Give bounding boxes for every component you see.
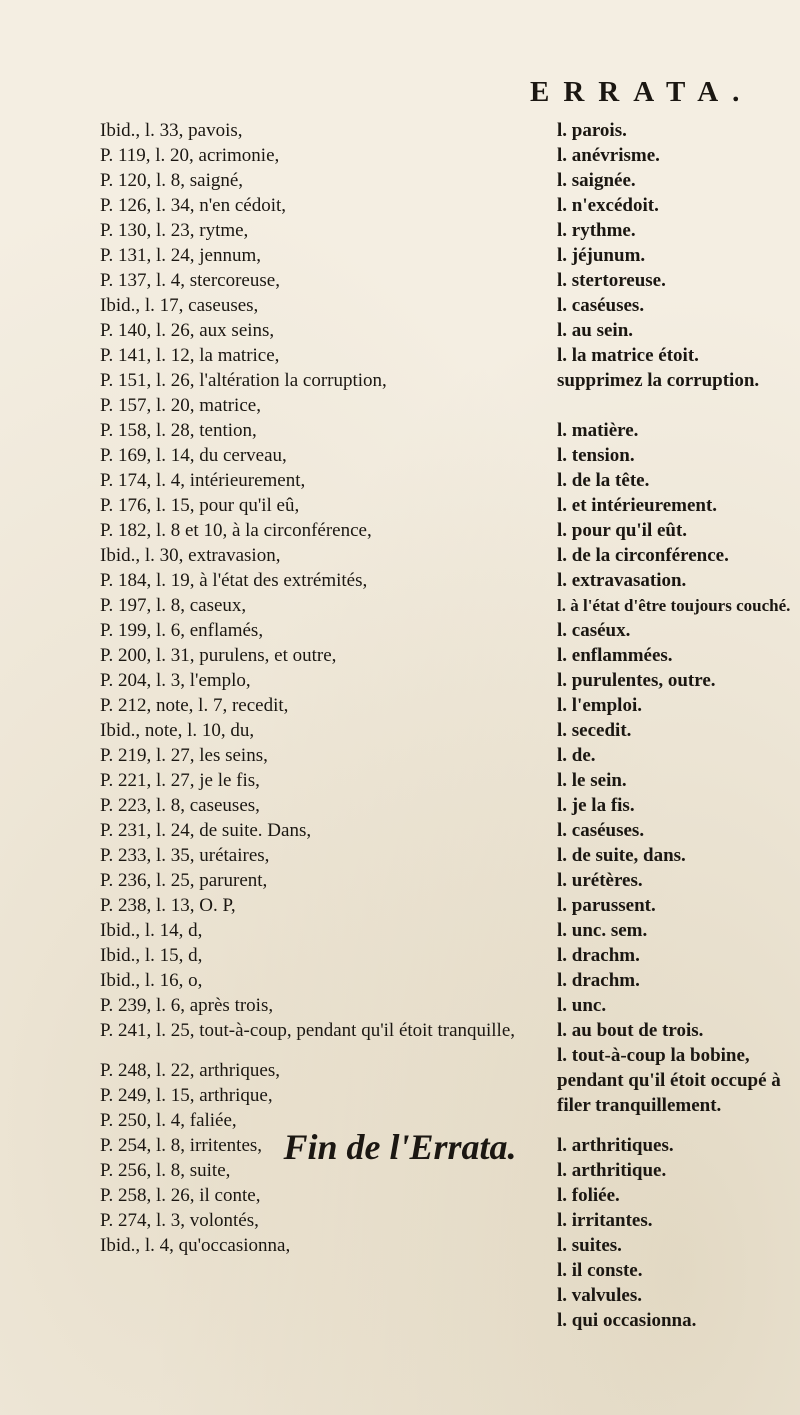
erratum-correction: l. unc. <box>557 995 607 1016</box>
erratum-correction: l. drachm. <box>557 945 640 966</box>
erratum-error: Ibid., l. 15, d, <box>100 945 203 966</box>
erratum-error: P. 197, l. 8, caseux, <box>100 595 247 616</box>
erratum-error: Ibid., l. 33, pavois, <box>100 120 243 141</box>
erratum-correction: l. stertoreuse. <box>557 270 666 291</box>
erratum-correction: l. irritantes. <box>557 1210 653 1231</box>
erratum-error: P. 199, l. 6, enflamés, <box>100 620 264 641</box>
erratum-correction: l. anévrisme. <box>557 145 660 166</box>
erratum-error: P. 130, l. 23, rytme, <box>100 220 249 241</box>
erratum-error: P. 219, l. 27, les seins, <box>100 745 268 766</box>
erratum-correction: l. saignée. <box>557 170 636 191</box>
erratum-correction: l. enflammées. <box>557 645 673 666</box>
erratum-correction: l. tout-à-coup la bobine, pendant qu'il étoit occupé à filer tranquillement. <box>557 1045 781 1116</box>
erratum-correction: l. rythme. <box>557 220 636 241</box>
erratum-correction: l. arthritiques. <box>557 1135 674 1156</box>
erratum-error: P. 204, l. 3, l'emplo, <box>100 670 251 691</box>
erratum-correction: l. pour qu'il eût. <box>557 520 688 541</box>
erratum-error: P. 258, l. 26, il conte, <box>100 1185 261 1206</box>
erratum-error: P. 182, l. 8 et 10, à la circonférence, <box>100 520 372 541</box>
erratum-correction: l. au bout de trois. <box>557 1020 704 1041</box>
erratum-correction: l. tension. <box>557 445 635 466</box>
erratum-error: P. 221, l. 27, je le fis, <box>100 770 260 791</box>
erratum-error: P. 231, l. 24, de suite. Dans, <box>100 820 312 841</box>
erratum-correction: l. je la fis. <box>557 795 635 816</box>
erratum-correction: l. parussent. <box>557 895 656 916</box>
erratum-correction: l. et intérieurement. <box>557 495 718 516</box>
erratum-correction: l. au sein. <box>557 320 634 341</box>
erratum-correction: l. secedit. <box>557 720 632 741</box>
erratum-correction: l. unc. sem. <box>557 920 648 941</box>
erratum-correction: l. arthritique. <box>557 1160 667 1181</box>
erratum-correction: l. qui occasionna. <box>557 1310 697 1331</box>
spacer <box>100 1043 532 1058</box>
erratum-error: P. 141, l. 12, la matrice, <box>100 345 280 366</box>
erratum-error: P. 174, l. 4, intérieurement, <box>100 470 306 491</box>
erratum-correction: l. matière. <box>557 420 639 441</box>
erratum-error: Ibid., l. 4, qu'occasionna, <box>100 1235 291 1256</box>
erratum-error: P. 236, l. 25, parurent, <box>100 870 268 891</box>
erratum-error: P. 248, l. 22, arthriques, <box>100 1060 280 1081</box>
erratum-error: P. 238, l. 13, O. P, <box>100 895 236 916</box>
erratum-correction: l. l'emploi. <box>557 695 642 716</box>
erratum-error: Ibid., l. 14, d, <box>100 920 203 941</box>
erratum-error: P. 212, note, l. 7, recedit, <box>100 695 289 716</box>
erratum-correction: supprimez la corruption. <box>557 370 760 391</box>
erratum-correction: l. caséuses. <box>557 820 645 841</box>
erratum-error: P. 254, l. 8, irritentes, <box>100 1135 263 1156</box>
erratum-correction: l. jéjunum. <box>557 245 646 266</box>
erratum-error: Ibid., l. 16, o, <box>100 970 203 991</box>
erratum-error: P. 119, l. 20, acrimonie, <box>100 145 280 166</box>
end-of-errata: Fin de l'Errata. <box>283 1127 517 1167</box>
erratum-correction: l. suites. <box>557 1235 622 1256</box>
erratum-correction: l. n'excédoit. <box>557 195 659 216</box>
erratum-error: P. 223, l. 8, caseuses, <box>100 795 260 816</box>
erratum-error: P. 120, l. 8, saigné, <box>100 170 244 191</box>
erratum-error: P. 233, l. 35, urétaires, <box>100 845 270 866</box>
errata-left-column <box>100 118 532 1258</box>
erratum-correction: l. de. <box>557 745 596 766</box>
erratum-correction: l. drachm. <box>557 970 640 991</box>
erratum-error: P. 131, l. 24, jennum, <box>100 245 261 266</box>
erratum-error: Ibid., l. 17, caseuses, <box>100 295 259 316</box>
erratum-correction: l. parois. <box>557 120 627 141</box>
erratum-error: Ibid., l. 30, extravasion, <box>100 545 281 566</box>
erratum-error: P. 256, l. 8, suite, <box>100 1160 231 1181</box>
erratum-error: P. 151, l. 26, l'altération la corruption, <box>100 370 387 391</box>
erratum-correction: l. il conste. <box>557 1260 643 1281</box>
erratum-correction: l. à l'état d'être toujours couché. <box>557 596 791 615</box>
erratum-error: P. 241, l. 25, tout-à-coup, pendant qu'il étoit tranquille, <box>100 1020 516 1041</box>
erratum-error: P. 169, l. 14, du cerveau, <box>100 445 287 466</box>
erratum-correction: l. la matrice étoit. <box>557 345 699 366</box>
erratum-error: P. 176, l. 15, pour qu'il eû, <box>100 495 300 516</box>
erratum-error: P. 140, l. 26, aux seins, <box>100 320 275 341</box>
erratum-correction: l. purulentes, outre. <box>557 670 716 691</box>
erratum-correction: l. le sein. <box>557 770 627 791</box>
erratum-error: P. 250, l. 4, faliée, <box>100 1110 237 1131</box>
erratum-error: P. 239, l. 6, après trois, <box>100 995 274 1016</box>
erratum-correction: l. foliée. <box>557 1185 620 1206</box>
erratum-error: P. 184, l. 19, à l'état des extrémités, <box>100 570 368 591</box>
erratum-error: P. 274, l. 3, volontés, <box>100 1210 259 1231</box>
erratum-correction: l. de suite, dans. <box>557 845 686 866</box>
erratum-error: P. 249, l. 15, arthrique, <box>100 1085 273 1106</box>
erratum-correction: l. de la tête. <box>557 470 650 491</box>
erratum-error: P. 200, l. 31, purulens, et outre, <box>100 645 337 666</box>
erratum-correction: l. extravasation. <box>557 570 687 591</box>
erratum-correction: l. valvules. <box>557 1285 642 1306</box>
erratum-correction: l. urétères. <box>557 870 643 891</box>
erratum-error: Ibid., note, l. 10, du, <box>100 720 255 741</box>
erratum-correction: l. caséuses. <box>557 295 645 316</box>
erratum-correction: l. de la circonférence. <box>557 545 729 566</box>
erratum-correction: l. caséux. <box>557 620 631 641</box>
erratum-error: P. 126, l. 34, n'en cédoit, <box>100 195 287 216</box>
erratum-error: P. 157, l. 20, matrice, <box>100 395 261 416</box>
erratum-error: P. 158, l. 28, tention, <box>100 420 257 441</box>
erratum-error: P. 137, l. 4, stercoreuse, <box>100 270 280 291</box>
page-heading: ERRATA. <box>530 76 754 108</box>
